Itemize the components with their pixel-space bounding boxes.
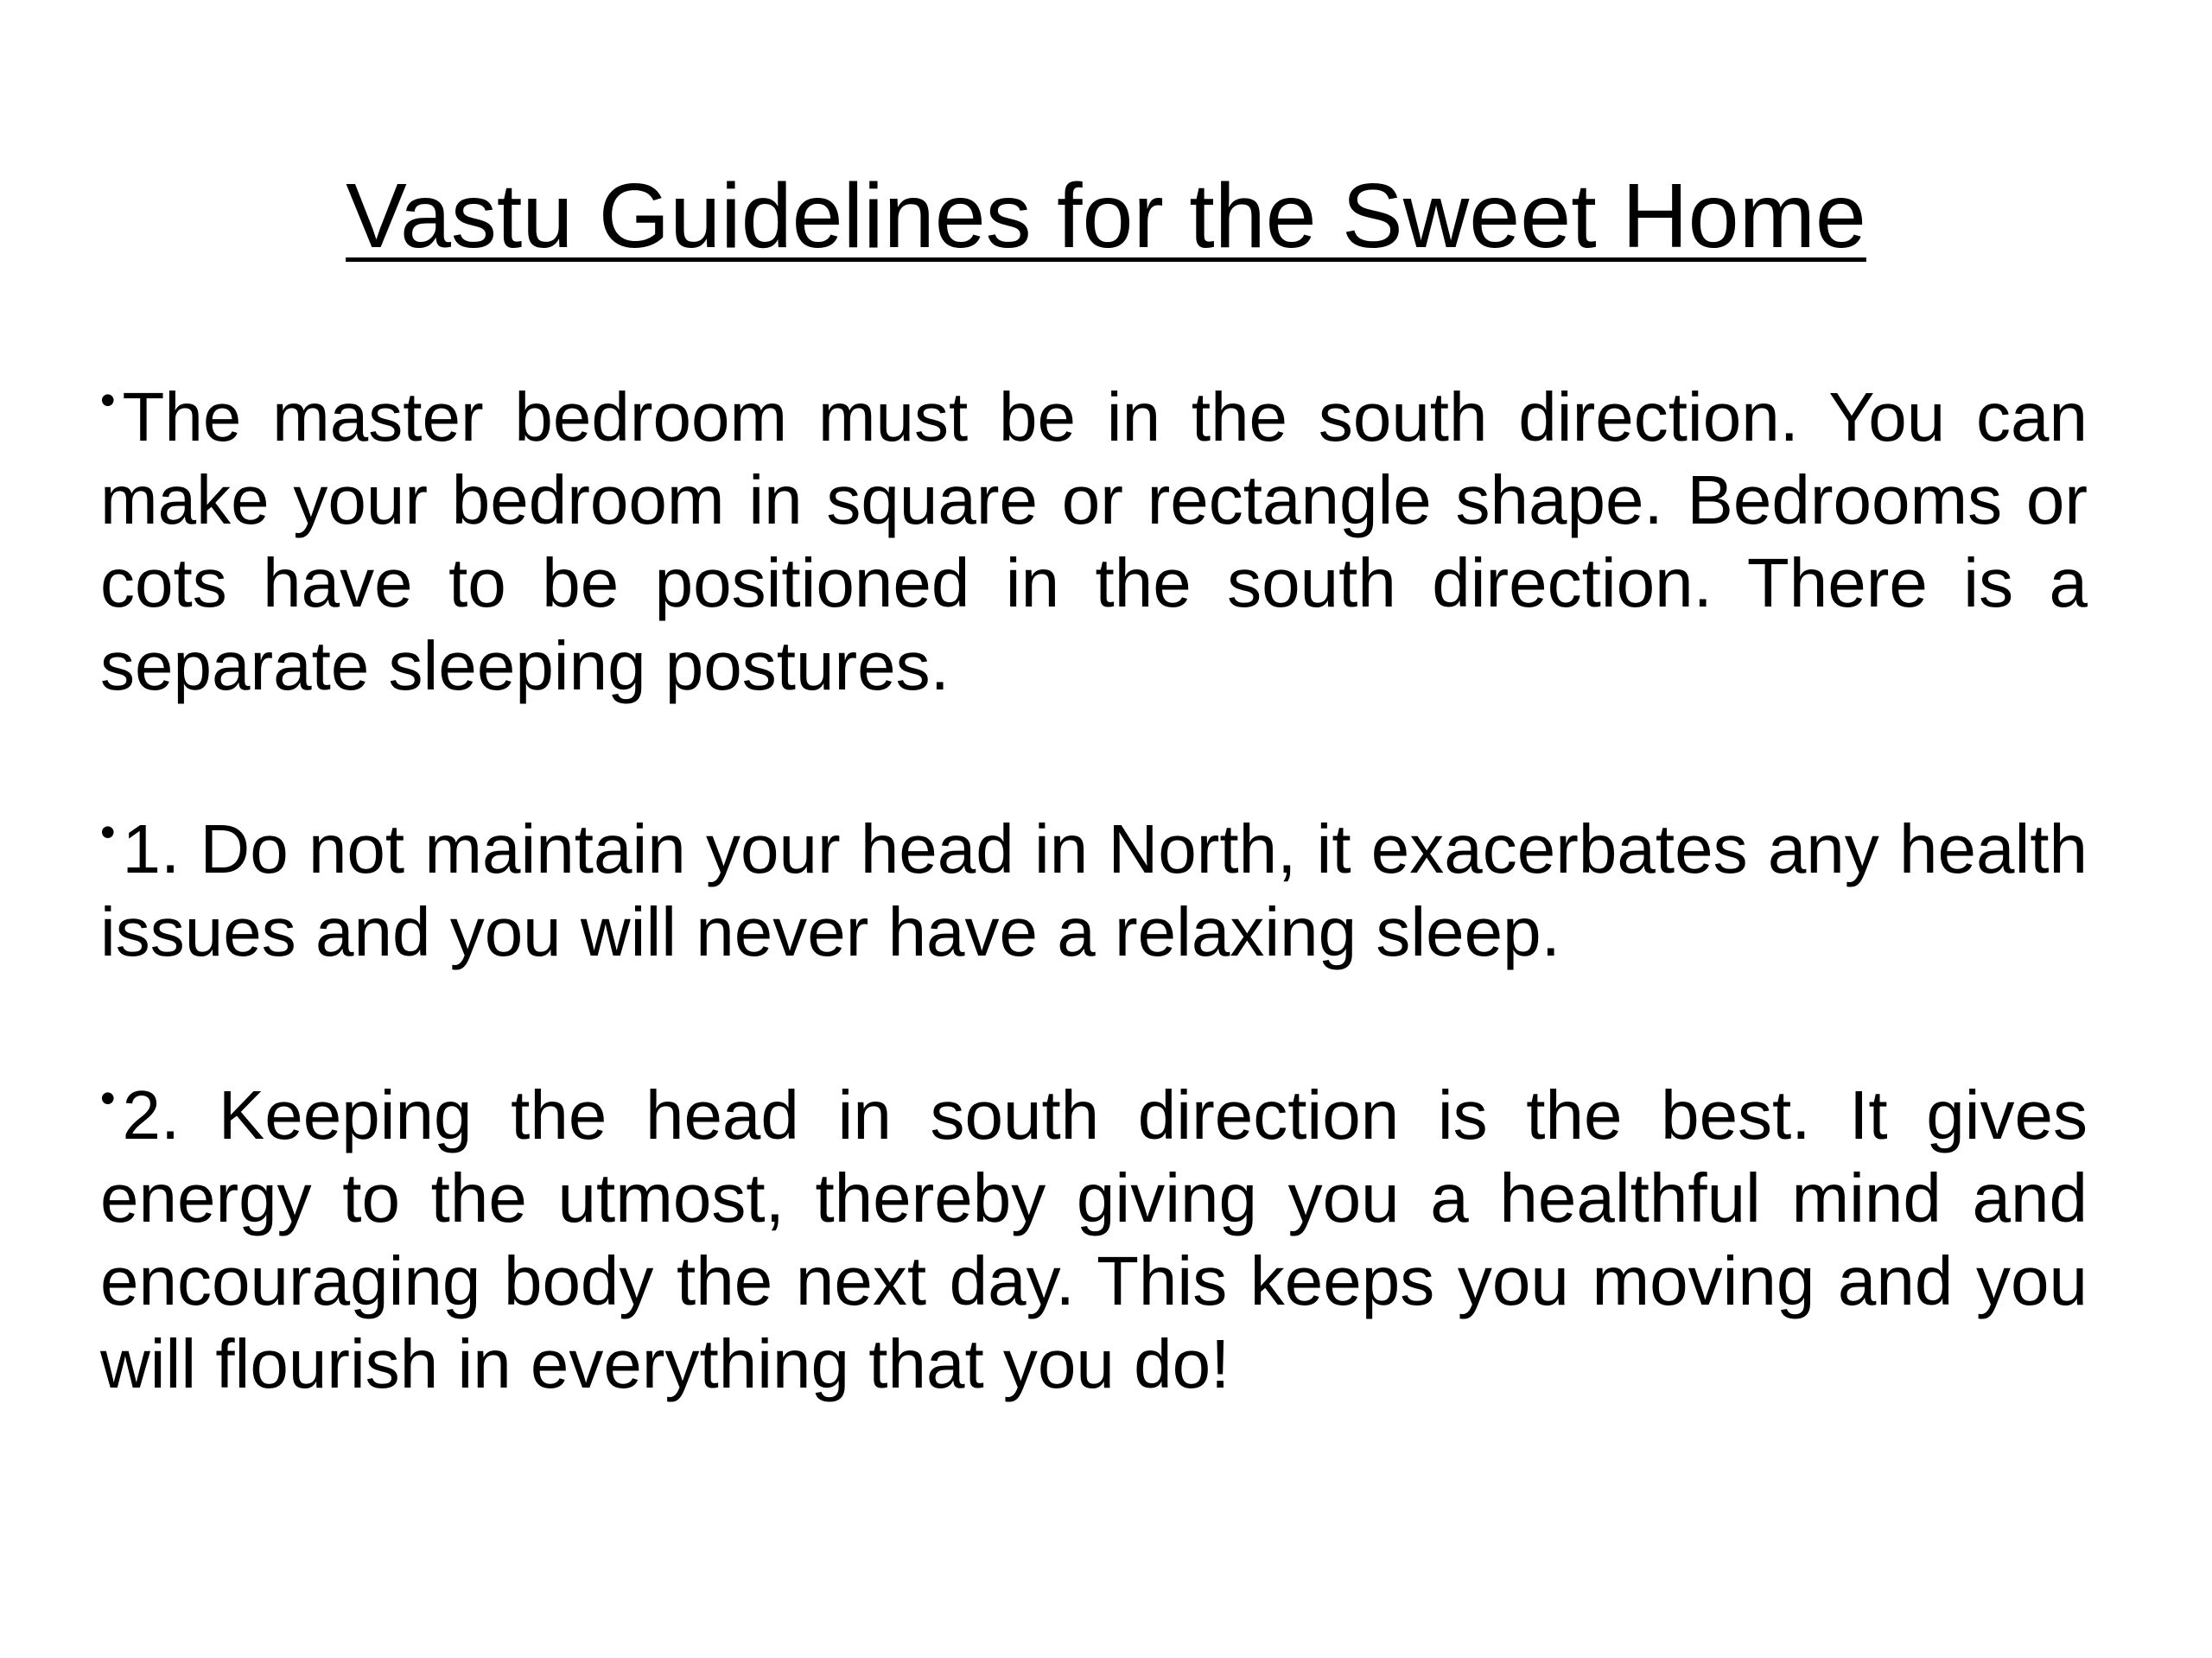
- bullet-list: [100, 359, 2088, 1489]
- slide-title: Vastu Guidelines for the Sweet Home: [346, 165, 1866, 267]
- bullet-dot-icon: •: [100, 376, 116, 424]
- bullet-text: 2. Keeping the head in south direction is the best. It gives energy to the utmost, thereby giving you a healthful mind and encouraging body the next day. This keeps you moving and you will flourish in everything that you do!: [100, 1077, 2088, 1402]
- bullet-dot-icon: •: [100, 808, 116, 856]
- bullet-text: The master bedroom must be in the south direction. You can make your bedroom in square or rectangle shape. Bedrooms or cots have to be positioned in the south direction. There is a separate sleeping postures.: [100, 378, 2088, 704]
- bullet-item: [100, 1057, 2088, 1406]
- bullet-item: [100, 359, 2088, 708]
- bullet-dot-icon: •: [100, 1074, 116, 1122]
- bullet-text: 1. Do not maintain your head in North, it exacerbates any health issues and you will never have a relaxing sleep.: [100, 810, 2088, 970]
- bullet-item: [100, 791, 2088, 974]
